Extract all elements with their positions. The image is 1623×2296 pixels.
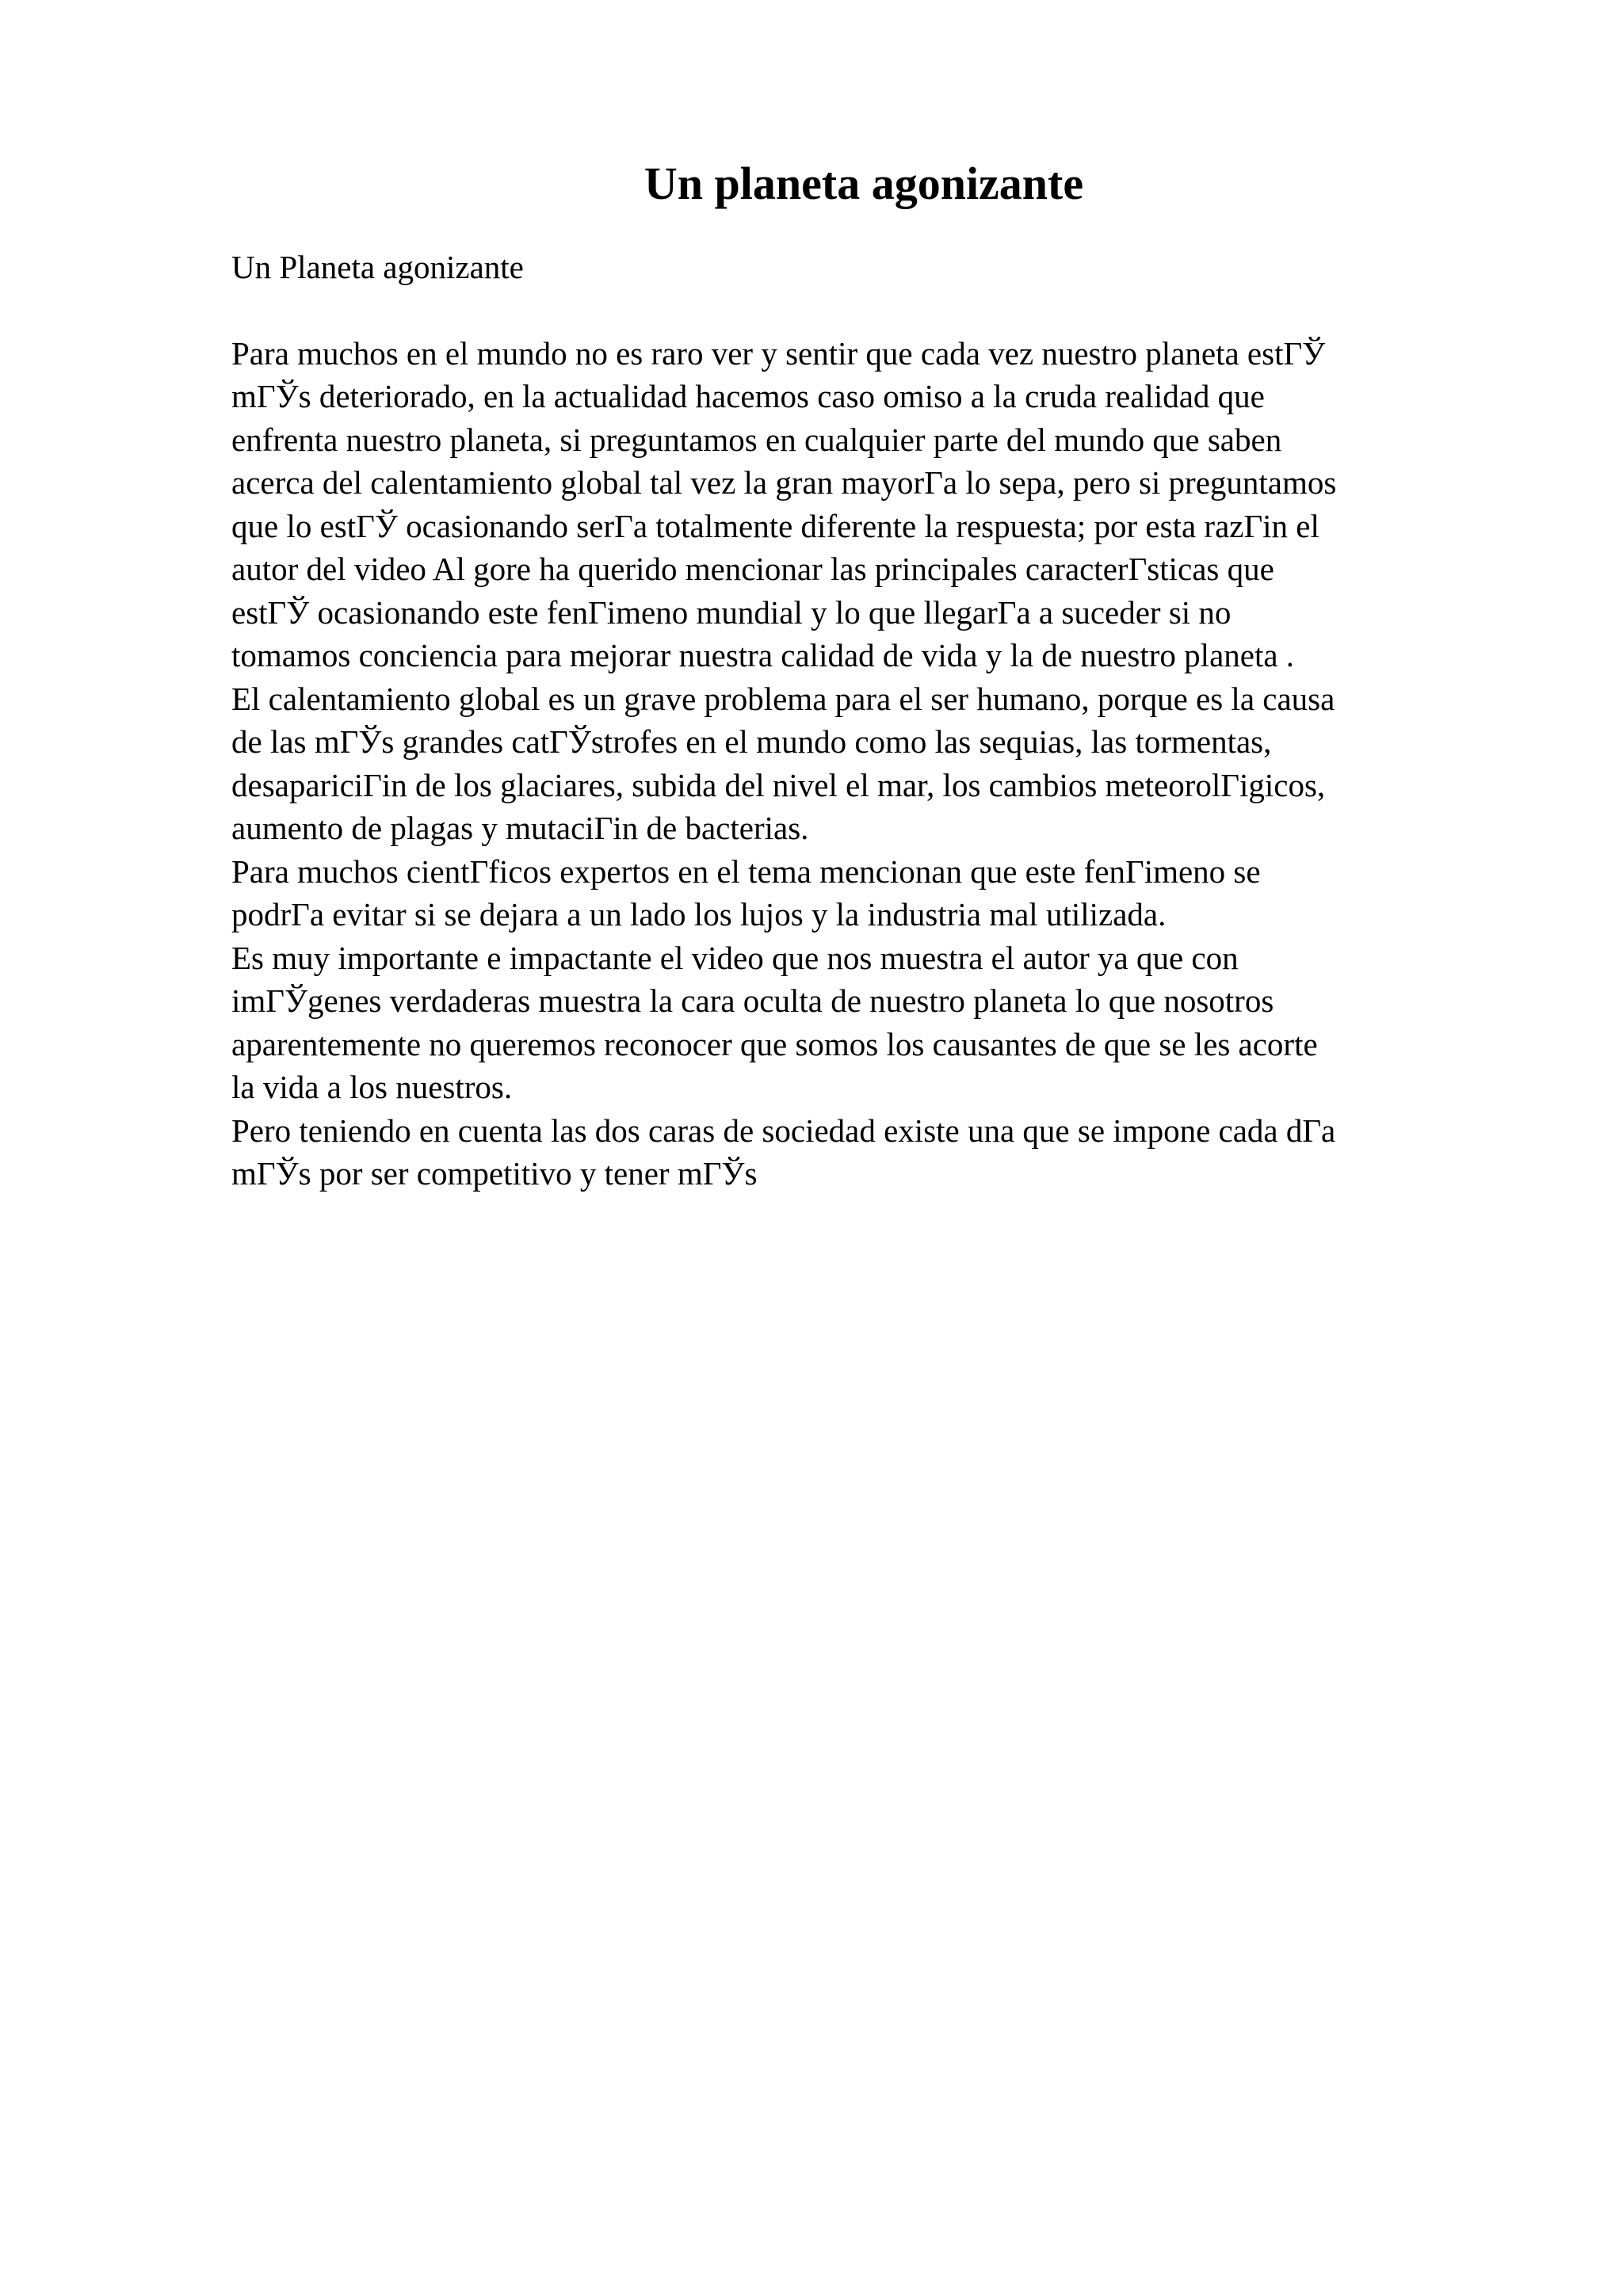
body-line: Es muy importante e impactante el video que nos muestra el autor ya que con [231,939,1239,976]
body-line: aumento de plagas y mutaciГin de bacterias. [231,810,809,846]
body-line: de las mГЎs grandes catГЎstrofes en el mundo como las sequias, las tormentas, [231,723,1272,760]
body-line: mГЎs deteriorado, en la actualidad hacemos caso omiso a la cruda realidad que [231,378,1265,414]
body-line: imГЎgenes verdaderas muestra la cara oculta de nuestro planeta lo que nosotros [231,982,1274,1019]
body-line: desapariciГin de los glaciares, subida del nivel el mar, los cambios meteorolГigicos, [231,766,1326,803]
body-line: tomamos conciencia para mejorar nuestra calidad de vida y la de nuestro planeta . [231,637,1295,673]
body-line: la vida a los nuestros. [231,1069,513,1105]
body-line: enfrenta nuestro planeta, si preguntamos en cualquier parte del mundo que saben [231,421,1282,458]
body-line: mГЎs por ser competitivo y tener mГЎs [231,1155,758,1192]
body-line: estГЎ ocasionando este fenГimeno mundial y lo que llegarГa a suceder si no [231,593,1232,631]
body-line: Pero teniendo en cuenta las dos caras de sociedad existe una que se impone cada dГa [231,1112,1336,1149]
body-line: El calentamiento global es un grave problema para el ser humano, porque es la causa [231,680,1335,717]
body-line: Para muchos cientГficos expertos en el tema mencionan que este fenГimeno se [231,852,1261,890]
body-line: podrГa evitar si se dejara a un lado los lujos y la industria mal utilizada. [231,896,1167,933]
body-line: que lo estГЎ ocasionando serГa totalmente diferente la respuesta; por esta razГin el [231,507,1319,544]
body-line: aparentemente no queremos reconocer que somos los causantes de que se les acorte [231,1025,1318,1062]
document-subtitle: Un Planeta agonizante [231,249,524,285]
body-line: acerca del calentamiento global tal vez la gran mayorГa lo sepa, pero si preguntamos [231,464,1337,501]
document-body [231,246,1515,1196]
body-line: autor del video Al gore ha querido mencionar las principales caracterГsticas que [231,551,1274,587]
body-line: Para muchos en el mundo no es raro ver y sentir que cada vez nuestro planeta estГЎ [231,334,1326,372]
document-title: Un planeta agonizante [643,158,1084,209]
